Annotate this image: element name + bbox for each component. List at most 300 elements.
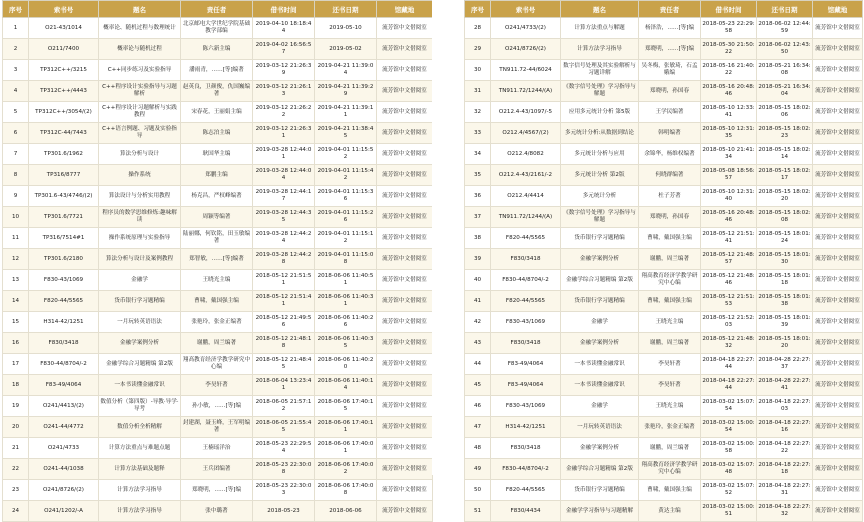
col-borrow-time: 2018-05-12 21:51:53 — [701, 291, 757, 312]
table-row — [465, 18, 863, 39]
header-col-title: 题名 — [561, 1, 639, 18]
col-location: 流芳馆中文借阅室 — [813, 228, 863, 249]
table-row — [3, 81, 433, 102]
col-title: 操作系统 — [99, 165, 181, 186]
col-title: 计算方法重点与难题点题 — [99, 438, 181, 459]
col-author: 杨克昌，严权峰编著 — [181, 186, 253, 207]
col-index: 21 — [3, 438, 29, 459]
col-author: 王晓光主编 — [639, 312, 701, 333]
col-call-number: F830/4434 — [491, 501, 561, 522]
table-row — [465, 438, 863, 459]
header-col-borrow-time: 借书时间 — [253, 1, 315, 18]
col-call-number: F830/3418 — [491, 438, 561, 459]
table-row — [3, 18, 433, 39]
col-call-number: H314-42/1251 — [29, 312, 99, 333]
col-borrow-time: 2018-05-30 21:50:22 — [701, 39, 757, 60]
col-call-number: F830-43/1069 — [29, 270, 99, 291]
col-call-number: O212.4-43/1097/-5 — [491, 102, 561, 123]
col-author: 杜子芳著 — [639, 186, 701, 207]
table-row — [465, 123, 863, 144]
col-author: 翔高教育经济学教学研究中心编 — [639, 459, 701, 480]
col-location: 流芳馆中文借阅室 — [377, 480, 433, 501]
col-borrow-time: 2018-05-12 21:48:18 — [253, 333, 315, 354]
col-title: 算法分析与设计 — [99, 144, 181, 165]
col-title: 算法分析与设计及案例教程 — [99, 249, 181, 270]
col-author: 郑鹏主编 — [181, 165, 253, 186]
col-borrow-time: 2018-05-10 12:33:41 — [701, 102, 757, 123]
col-title: 货币银行学习题精编 — [561, 291, 639, 312]
col-index: 16 — [3, 333, 29, 354]
col-call-number: F83-49/4064 — [29, 375, 99, 396]
col-borrow-time: 2018-05-10 12:31:40 — [701, 186, 757, 207]
col-return-date: 2018-04-18 22:27:22 — [757, 438, 813, 459]
col-call-number: F830-43/1069 — [491, 396, 561, 417]
col-location: 流芳馆中文借阅室 — [813, 354, 863, 375]
col-index: 22 — [3, 459, 29, 480]
col-call-number: TN911.72/1244/(A) — [491, 81, 561, 102]
col-title: 一月玩转英语语法 — [561, 417, 639, 438]
col-borrow-time: 2018-05-12 21:52:03 — [701, 312, 757, 333]
col-author: 郑晓明，孙国春 — [639, 207, 701, 228]
table-row — [3, 459, 433, 480]
col-title: 数值分析全析精解 — [99, 417, 181, 438]
col-author: 王学民编著 — [639, 102, 701, 123]
col-borrow-time: 2018-05-23 22:30:08 — [253, 459, 315, 480]
col-return-date: 2018-05-15 18:01:39 — [757, 312, 813, 333]
col-call-number: O241/4413/(2) — [29, 396, 99, 417]
col-author: 李昊轩著 — [181, 375, 253, 396]
col-location: 流芳馆中文借阅室 — [813, 396, 863, 417]
col-author: 赵英良，卫颜俊，仇国巍编著 — [181, 81, 253, 102]
col-location: 流芳馆中文借阅室 — [813, 102, 863, 123]
page-gap — [432, 0, 464, 475]
col-borrow-time: 2019-03-28 12:44:01 — [253, 144, 315, 165]
col-borrow-time: 2018-05-08 18:56:57 — [701, 165, 757, 186]
header-col-index: 序号 — [465, 1, 491, 18]
col-title: 概率论、随机过程与数理统计 — [99, 18, 181, 39]
col-location: 流芳馆中文借阅室 — [377, 60, 433, 81]
col-borrow-time: 2019-03-12 21:26:13 — [253, 81, 315, 102]
col-return-date: 2019-04-01 11:15:36 — [315, 186, 377, 207]
col-location: 流芳馆中文借阅室 — [377, 396, 433, 417]
col-call-number: TP312C++/3215 — [29, 60, 99, 81]
col-title: 计算方法学习指导 — [561, 39, 639, 60]
col-location: 流芳馆中文借阅室 — [377, 375, 433, 396]
col-return-date: 2019-04-01 11:15:52 — [315, 144, 377, 165]
table-row — [465, 60, 863, 81]
col-call-number: O211/7400 — [29, 39, 99, 60]
col-title: 金融学 — [99, 270, 181, 291]
col-borrow-time: 2018-06-05 21:55:45 — [253, 417, 315, 438]
col-location: 流芳馆中文借阅室 — [813, 18, 863, 39]
table-row — [465, 459, 863, 480]
col-call-number: O212.4/4567/(2) — [491, 123, 561, 144]
col-location: 流芳馆中文借阅室 — [377, 312, 433, 333]
col-borrow-time: 2018-06-05 21:57:12 — [253, 396, 315, 417]
table-row — [465, 375, 863, 396]
col-call-number: F83-49/4064 — [491, 354, 561, 375]
col-location: 流芳馆中文借阅室 — [377, 333, 433, 354]
col-author: 陈志泊主编 — [181, 123, 253, 144]
col-location: 流芳馆中文借阅室 — [813, 123, 863, 144]
table-row — [465, 270, 863, 291]
col-title: 货币银行学习题精编 — [561, 480, 639, 501]
col-author: 谢鹏，周兰编著 — [639, 333, 701, 354]
header-col-call-number: 索书号 — [29, 1, 99, 18]
col-author: 李昊轩著 — [639, 375, 701, 396]
col-index: 24 — [3, 501, 29, 522]
col-borrow-time: 2019-04-02 16:56:57 — [253, 39, 315, 60]
col-borrow-time: 2018-03-02 15:00:51 — [701, 501, 757, 522]
col-author: 黄达主编 — [639, 501, 701, 522]
table-row — [465, 291, 863, 312]
col-index: 30 — [465, 60, 491, 81]
table-row — [465, 501, 863, 522]
col-title: 金融学综合习题精编 第2版 — [561, 270, 639, 291]
col-borrow-time: 2018-05-12 21:48:57 — [701, 249, 757, 270]
col-index: 6 — [3, 123, 29, 144]
col-title: 多元统计分析 — [561, 186, 639, 207]
col-borrow-time: 2019-03-12 21:26:31 — [253, 123, 315, 144]
col-return-date: 2018-05-15 18:01:30 — [757, 249, 813, 270]
col-title: 金融学综合习题精编 第2版 — [99, 354, 181, 375]
col-index: 1 — [3, 18, 29, 39]
col-return-date: 2018-04-18 22:27:03 — [757, 396, 813, 417]
col-return-date: 2019-04-01 11:15:08 — [315, 249, 377, 270]
col-author: 孙小敏，……[等]编 — [181, 396, 253, 417]
col-index: 7 — [3, 144, 29, 165]
col-index: 5 — [3, 102, 29, 123]
col-location: 流芳馆中文借阅室 — [377, 417, 433, 438]
table-row — [465, 249, 863, 270]
col-borrow-time: 2018-03-02 15:07:48 — [701, 459, 757, 480]
col-borrow-time: 2018-05-12 21:51:41 — [253, 291, 315, 312]
col-title: 金融学 — [561, 312, 639, 333]
col-index: 15 — [3, 312, 29, 333]
table-row — [3, 291, 433, 312]
col-author: 曹啸，戴国强主编 — [639, 228, 701, 249]
col-title: 一月玩转英语语法 — [99, 312, 181, 333]
col-location: 流芳馆中文借阅室 — [813, 480, 863, 501]
col-author: 翔高教育经济学教学研究中心编 — [639, 270, 701, 291]
col-index: 46 — [465, 396, 491, 417]
col-index: 41 — [465, 291, 491, 312]
col-index: 31 — [465, 81, 491, 102]
col-index: 39 — [465, 249, 491, 270]
table-row — [465, 81, 863, 102]
col-call-number: O241/4733 — [29, 438, 99, 459]
col-location: 流芳馆中文借阅室 — [813, 60, 863, 81]
col-borrow-time: 2018-03-02 15:00:54 — [701, 417, 757, 438]
col-return-date: 2019-04-21 11:39:11 — [315, 102, 377, 123]
col-author: 谢鹏，周兰编著 — [639, 438, 701, 459]
col-borrow-time: 2018-03-02 15:07:52 — [701, 480, 757, 501]
table-row — [3, 144, 433, 165]
col-location: 流芳馆中文借阅室 — [377, 144, 433, 165]
col-index: 35 — [465, 165, 491, 186]
col-title: 程序员的数学思维修炼:趣味解读 — [99, 207, 181, 228]
col-call-number: O241/8726/(2) — [29, 480, 99, 501]
header-col-return-date: 还书日期 — [315, 1, 377, 18]
col-title: 金融学案例分析 — [99, 333, 181, 354]
col-return-date: 2018-05-15 18:01:20 — [757, 333, 813, 354]
col-title: 应用多元统计分析 第5版 — [561, 102, 639, 123]
table-header-row — [465, 1, 863, 18]
col-author: 曹啸，戴国强主编 — [639, 480, 701, 501]
col-location: 流芳馆中文借阅室 — [813, 207, 863, 228]
col-index: 17 — [3, 354, 29, 375]
col-author: 封建湖，聂玉峰，王军明编著 — [181, 417, 253, 438]
col-location: 流芳馆中文借阅室 — [813, 375, 863, 396]
col-index: 10 — [3, 207, 29, 228]
table-row — [3, 165, 433, 186]
col-location: 流芳馆中文借阅室 — [813, 333, 863, 354]
col-return-date: 2019-04-21 11:38:45 — [315, 123, 377, 144]
col-call-number: TP312C++/4443 — [29, 81, 99, 102]
col-location: 流芳馆中文借阅室 — [813, 186, 863, 207]
col-return-date: 2018-05-15 18:02:06 — [757, 102, 813, 123]
table-row — [465, 102, 863, 123]
col-location: 流芳馆中文借阅室 — [377, 270, 433, 291]
col-index: 8 — [3, 165, 29, 186]
table-row — [465, 165, 863, 186]
table-row — [3, 417, 433, 438]
col-return-date: 2018-05-15 18:02:20 — [757, 186, 813, 207]
col-title: 一本书读懂金融常识 — [561, 375, 639, 396]
col-author: 宋春花，王丽娟主编 — [181, 102, 253, 123]
col-borrow-time: 2018-05-16 20:48:46 — [701, 207, 757, 228]
col-index: 19 — [3, 396, 29, 417]
table-row — [465, 480, 863, 501]
col-return-date: 2018-06-06 17:40:02 — [315, 459, 377, 480]
table-row — [465, 39, 863, 60]
col-borrow-time: 2019-03-28 12:44:35 — [253, 207, 315, 228]
col-title: C++语言例题、习题及实验指导 — [99, 123, 181, 144]
col-return-date: 2018-05-15 18:01:38 — [757, 291, 813, 312]
col-title: 操作系统原理与实验指导 — [99, 228, 181, 249]
col-location: 流芳馆中文借阅室 — [377, 123, 433, 144]
col-borrow-time: 2018-05-12 21:51:41 — [701, 228, 757, 249]
col-call-number: TP316/8777 — [29, 165, 99, 186]
col-call-number: F830-44/8704/-2 — [491, 270, 561, 291]
col-index: 29 — [465, 39, 491, 60]
col-title: 货币银行学习题精编 — [99, 291, 181, 312]
table-row — [3, 228, 433, 249]
col-borrow-time: 2018-05-10 21:41:34 — [701, 144, 757, 165]
col-title: 《数字信号处理》学习指导与解题 — [561, 207, 639, 228]
col-call-number: O241/1202/-A — [29, 501, 99, 522]
col-call-number: F830/3418 — [491, 249, 561, 270]
col-call-number: F830/3418 — [491, 333, 561, 354]
col-call-number: TP316/7514#1 — [29, 228, 99, 249]
col-location: 流芳馆中文借阅室 — [377, 186, 433, 207]
col-author: 郑晓明，……[等]编 — [639, 39, 701, 60]
col-borrow-time: 2018-05-12 21:48:32 — [701, 333, 757, 354]
col-return-date: 2018-04-18 22:27:31 — [757, 480, 813, 501]
col-return-date: 2018-06-02 12:44:59 — [757, 18, 813, 39]
col-call-number: F820-44/5565 — [491, 228, 561, 249]
col-index: 33 — [465, 123, 491, 144]
col-author: 郑智敏，……[等]编著 — [181, 249, 253, 270]
table-row — [3, 207, 433, 228]
col-call-number: F830/3418 — [29, 333, 99, 354]
col-return-date: 2018-06-06 17:40:01 — [315, 438, 377, 459]
col-call-number: F820-44/5565 — [29, 291, 99, 312]
col-location: 流芳馆中文借阅室 — [377, 39, 433, 60]
table-row — [465, 228, 863, 249]
header-col-call-number: 索书号 — [491, 1, 561, 18]
col-call-number: TP312C++/3054/(2) — [29, 102, 99, 123]
col-borrow-time: 2018-05-16 20:48:46 — [701, 81, 757, 102]
header-col-location: 馆藏地 — [377, 1, 433, 18]
col-call-number: O241/8726/(2) — [491, 39, 561, 60]
col-call-number: F820-44/5565 — [491, 480, 561, 501]
table-row — [3, 438, 433, 459]
col-return-date: 2018-04-18 22:27:18 — [757, 459, 813, 480]
table-row — [465, 312, 863, 333]
col-location: 流芳馆中文借阅室 — [377, 207, 433, 228]
borrow-history-table-left — [2, 0, 432, 514]
col-call-number: H314-42/1251 — [491, 417, 561, 438]
table-row — [3, 270, 433, 291]
col-index: 48 — [465, 438, 491, 459]
col-title: C++同步练习及实验指导 — [99, 60, 181, 81]
table-header-row — [3, 1, 433, 18]
col-return-date: 2018-04-18 22:27:32 — [757, 501, 813, 522]
col-author: 韩明编著 — [639, 123, 701, 144]
col-author: 谢鹏，周兰编著 — [639, 249, 701, 270]
col-title: 计算方法基础及题释 — [99, 459, 181, 480]
col-title: 金融学综合习题精编 第2版 — [561, 459, 639, 480]
col-index: 49 — [465, 459, 491, 480]
table-row — [465, 396, 863, 417]
col-call-number: F830-43/1069 — [491, 312, 561, 333]
col-return-date: 2019-04-01 11:15:42 — [315, 165, 377, 186]
col-index: 42 — [465, 312, 491, 333]
col-call-number: F820-44/5565 — [491, 291, 561, 312]
col-title: 《数字信号处理》学习指导与解题 — [561, 81, 639, 102]
col-author: 王晓光主编 — [181, 270, 253, 291]
col-call-number: O241-44/4772 — [29, 417, 99, 438]
col-title: C++程序设计习题解析与实践教程 — [99, 102, 181, 123]
col-author: 何晓群编著 — [639, 165, 701, 186]
col-return-date: 2018-06-06 11:40:31 — [315, 291, 377, 312]
col-call-number: TP301.6-43/4746/(2) — [29, 186, 99, 207]
header-col-author: 责任者 — [639, 1, 701, 18]
col-title: 多元统计分析与应用 — [561, 144, 639, 165]
col-call-number: TN911.72/1244/(A) — [491, 207, 561, 228]
col-index: 3 — [3, 60, 29, 81]
col-index: 38 — [465, 228, 491, 249]
table-row — [465, 207, 863, 228]
col-author: 北京邮电大学世纪学院基础教学部编 — [181, 18, 253, 39]
col-index: 44 — [465, 354, 491, 375]
col-borrow-time: 2018-04-18 22:27:44 — [701, 375, 757, 396]
col-index: 32 — [465, 102, 491, 123]
col-location: 流芳馆中文借阅室 — [377, 165, 433, 186]
table-row — [3, 39, 433, 60]
table-row — [465, 144, 863, 165]
col-return-date: 2018-06-06 11:40:51 — [315, 270, 377, 291]
col-return-date: 2019-05-02 — [315, 39, 377, 60]
col-borrow-time: 2019-03-28 12:44:24 — [253, 228, 315, 249]
col-title: 多元统计分析 第2版 — [561, 165, 639, 186]
col-borrow-time: 2018-05-12 21:48:45 — [253, 354, 315, 375]
col-title: 算法设计与分析实用教程 — [99, 186, 181, 207]
col-index: 14 — [3, 291, 29, 312]
table-row — [3, 102, 433, 123]
col-borrow-time: 2018-05-12 21:51:51 — [253, 270, 315, 291]
col-index: 11 — [3, 228, 29, 249]
col-return-date: 2018-05-15 18:02:17 — [757, 165, 813, 186]
col-call-number: TP312C-44/7443 — [29, 123, 99, 144]
col-borrow-time: 2018-04-18 22:27:44 — [701, 354, 757, 375]
col-call-number: TP301.6/7721 — [29, 207, 99, 228]
col-index: 45 — [465, 375, 491, 396]
col-location: 流芳馆中文借阅室 — [813, 501, 863, 522]
col-title: 概率论与随机过程 — [99, 39, 181, 60]
col-index: 20 — [3, 417, 29, 438]
col-title: 计算方法重点与解题 — [561, 18, 639, 39]
col-return-date: 2018-06-06 11:40:26 — [315, 312, 377, 333]
col-return-date: 2019-04-21 11:39:29 — [315, 81, 377, 102]
col-borrow-time: 2019-03-28 12:44:17 — [253, 186, 315, 207]
col-index: 51 — [465, 501, 491, 522]
col-return-date: 2018-05-15 18:02:23 — [757, 123, 813, 144]
header-col-borrow-time: 借书时间 — [701, 1, 757, 18]
col-author: 陆丽娜，何钦铭，田玉敏编著 — [181, 228, 253, 249]
header-col-title: 题名 — [99, 1, 181, 18]
col-title: 金融学案例分析 — [561, 249, 639, 270]
col-return-date: 2019-05-10 — [315, 18, 377, 39]
col-location: 流芳馆中文借阅室 — [813, 81, 863, 102]
col-return-date: 2019-04-01 11:15:26 — [315, 207, 377, 228]
col-call-number: O21-43/1014 — [29, 18, 99, 39]
col-call-number: TP301.6/1962 — [29, 144, 99, 165]
col-index: 4 — [3, 81, 29, 102]
col-author: 张艳玲，张金正编著 — [639, 417, 701, 438]
header-col-return-date: 还书日期 — [757, 1, 813, 18]
col-title: 金融学案例分析 — [561, 438, 639, 459]
col-index: 37 — [465, 207, 491, 228]
header-col-location: 馆藏地 — [813, 1, 863, 18]
col-index: 18 — [3, 375, 29, 396]
col-return-date: 2018-06-06 11:40:14 — [315, 375, 377, 396]
table-row — [3, 396, 433, 417]
table-row — [3, 249, 433, 270]
col-return-date: 2018-06-06 — [315, 501, 377, 522]
col-return-date: 2018-05-15 18:01:24 — [757, 228, 813, 249]
col-location: 流芳馆中文借阅室 — [813, 144, 863, 165]
col-return-date: 2018-05-21 16:34:08 — [757, 60, 813, 81]
col-title: 金融学案例分析 — [561, 333, 639, 354]
col-call-number: TP301.6/2180 — [29, 249, 99, 270]
col-index: 2 — [3, 39, 29, 60]
header-col-index: 序号 — [3, 1, 29, 18]
col-author: 郑晓明，……[等]编 — [181, 480, 253, 501]
col-location: 流芳馆中文借阅室 — [377, 18, 433, 39]
table-row — [3, 354, 433, 375]
col-title: 一本书读懂金融常识 — [99, 375, 181, 396]
col-borrow-time: 2019-03-28 12:44:28 — [253, 249, 315, 270]
col-index: 23 — [3, 480, 29, 501]
col-return-date: 2018-04-28 22:27:37 — [757, 354, 813, 375]
col-index: 34 — [465, 144, 491, 165]
col-location: 流芳馆中文借阅室 — [813, 249, 863, 270]
col-call-number: O212.4/8082 — [491, 144, 561, 165]
col-location: 流芳馆中文借阅室 — [813, 39, 863, 60]
col-author: 王兵团编著 — [181, 459, 253, 480]
